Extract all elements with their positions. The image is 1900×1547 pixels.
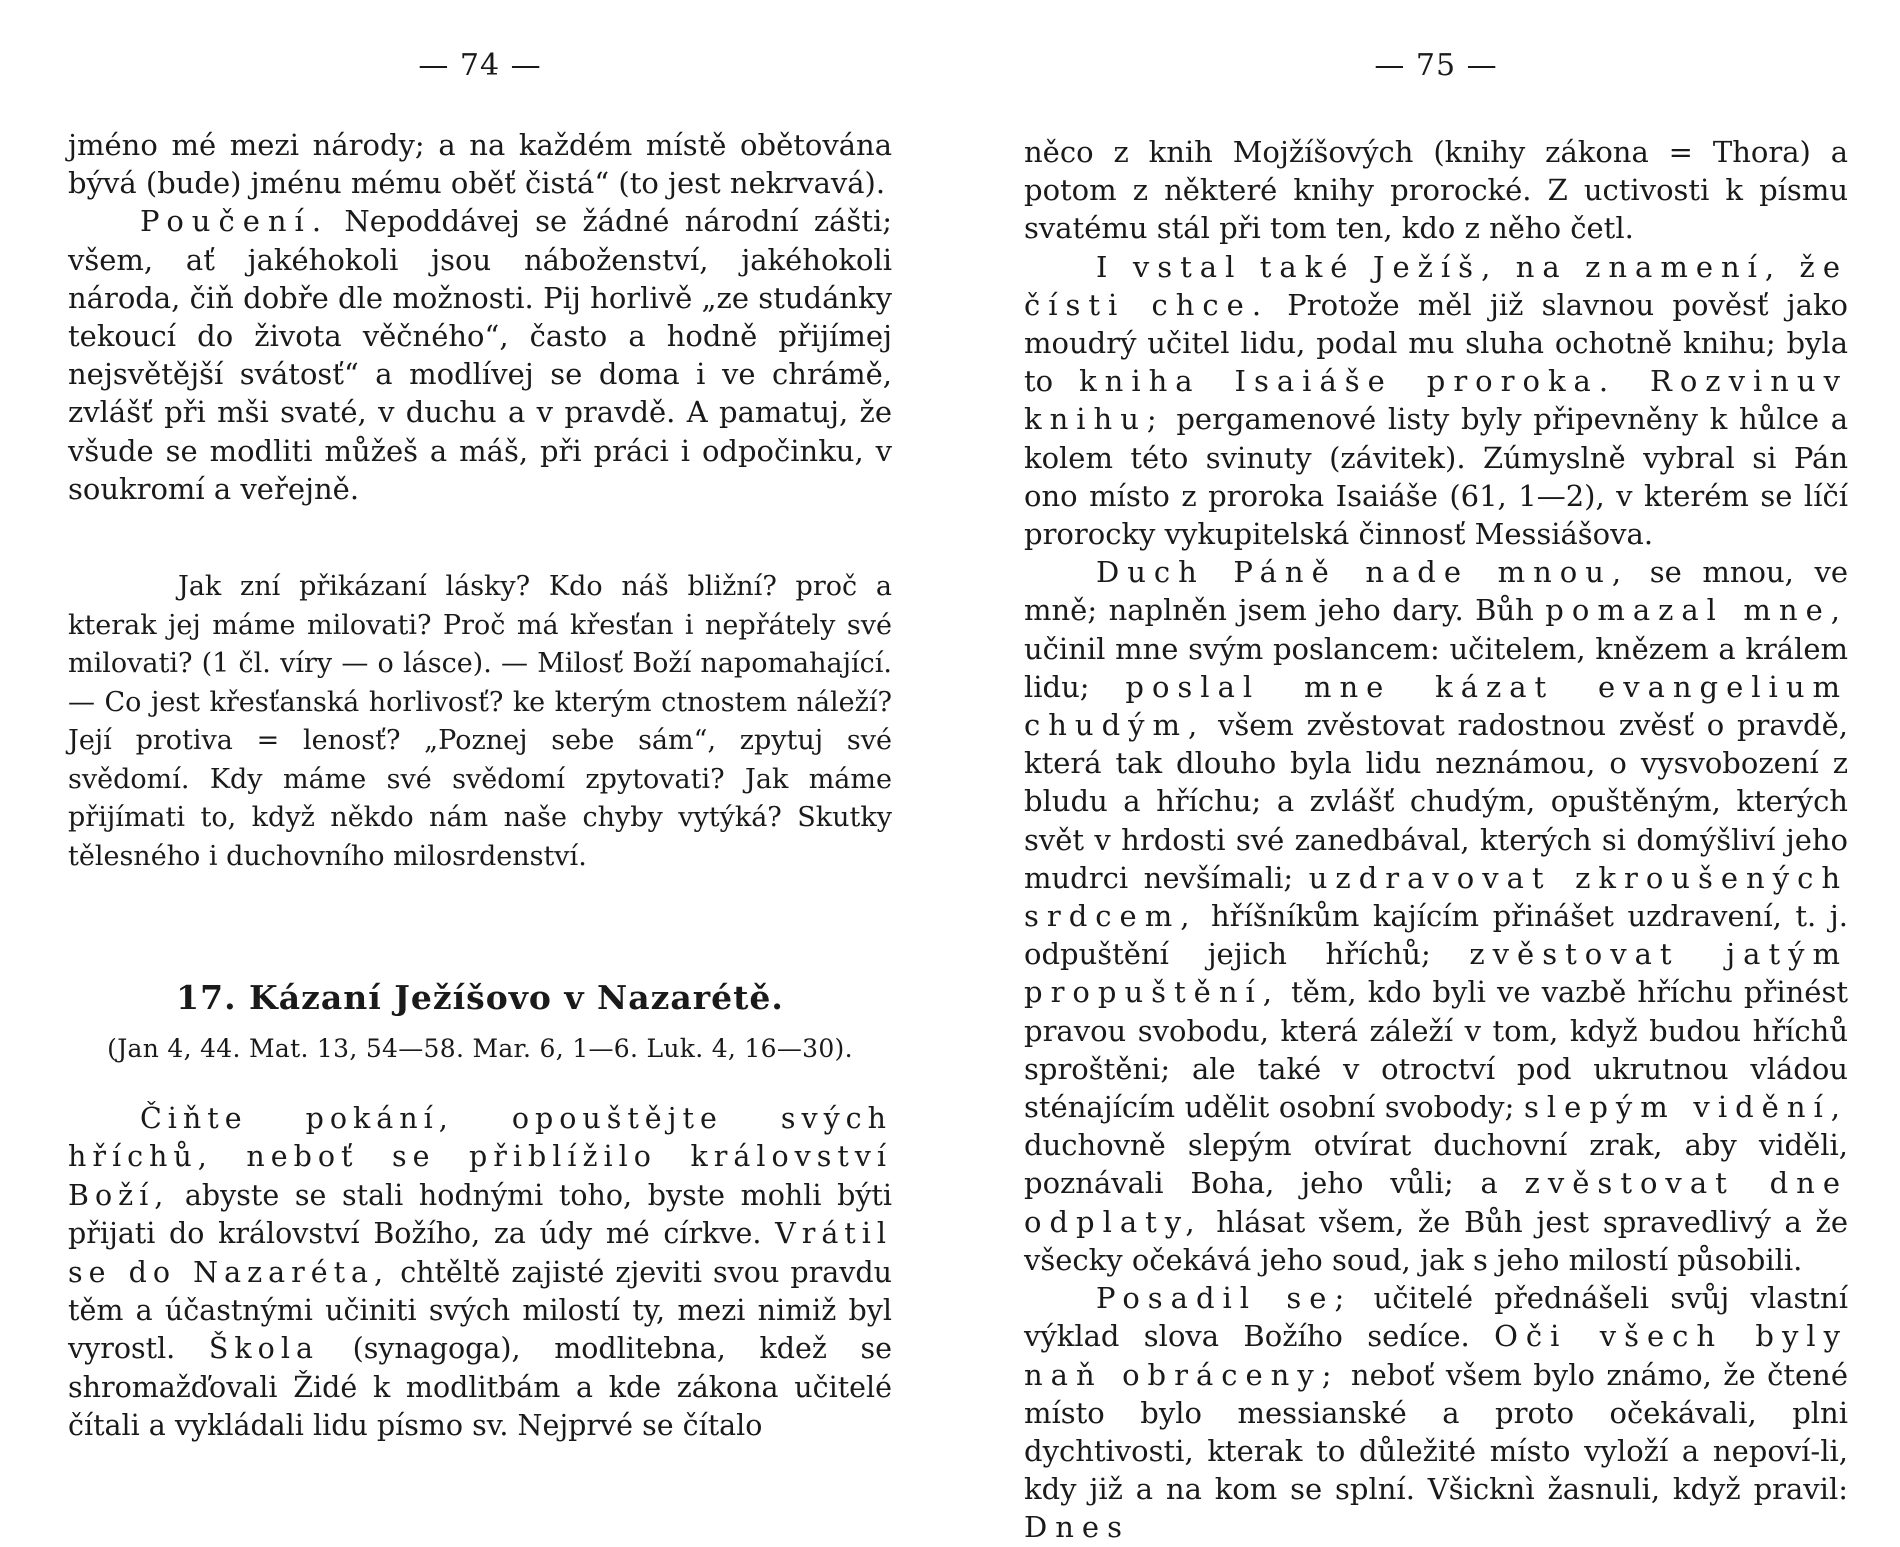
- spaced-phrase: Oči všech byly naň obráceny;: [1024, 1319, 1848, 1392]
- spaced-phrase: zvěstovat dne odplaty,: [1024, 1166, 1848, 1239]
- spaced-phrase: Posadil se;: [1096, 1281, 1353, 1316]
- chapter-opening-paragraph: [68, 1100, 892, 1446]
- paragraph-continued: jméno mé mezi národy; a na každém místě obětována bývá (bude) jménu mému oběť čistá“ (to jest nekrvavá).: [68, 128, 892, 201]
- paragraph: [1024, 248, 1848, 554]
- text-run: učitelé přednášeli svůj vlastní výklad slova Božího sedíce.: [1024, 1281, 1848, 1354]
- chapter-title: 17. Kázaní Ježíšovo v Nazarétě.: [176, 978, 784, 1017]
- text-run: všem zvěstovat radostnou zvěsť o pravdě, která tak dlouho byla lidu neznámou, o vysvobození z bludu a hříchu; a zvlášť chudým, opuštěným, kterých svět v hrdosti své zanedbával, kterých si domýšliví jeho mudrci nevšímali;: [1024, 708, 1848, 895]
- text-run: pergamenové listy byly připevněny k hůlce a kolem této svinuty (závitek). Zúmyslně vybral si Pán ono místo z proroka Isaiáše (61, 1—2), v kterém se líčí prorocky vykupitelská činnosť Messiášova.: [1024, 402, 1848, 552]
- lesson-label: Poučení.: [140, 204, 330, 239]
- spaced-phrase: Vrátil se do Nazaréta,: [68, 1217, 892, 1289]
- text-run: se mnou, ve mně; naplněn jsem jeho dary. Bůh: [1024, 555, 1848, 628]
- lesson-paragraph: [68, 202, 892, 508]
- page-number-right: — 75 —: [1374, 48, 1498, 83]
- chapter-text-run: abyste se stali hodnými toho, byste mohli býti přijati do království Božího, za údy mé církve.: [68, 1178, 892, 1251]
- spaced-phrase: uzdravovat zkroušených srdcem,: [1024, 860, 1849, 934]
- right-page: [1024, 0, 1849, 1545]
- text-run: Protože měl již slavnou pověsť jako moudrý učitel lidu, podal mu sluha ochotně knihu; byla to: [1024, 287, 1848, 399]
- spaced-phrase: Čiňte pokání, opouštějte svých hříchů, neboť se přiblížilo království Boží,: [68, 1102, 892, 1212]
- text-run: hlásat všem, že Bůh jest spravedlivý a že všecky očekává jeho soud, jak s jeho milostí působili.: [1024, 1204, 1848, 1277]
- paragraph: [1024, 1279, 1848, 1546]
- spaced-phrase: I vstal také Ježíš, na znamení, že čísti chce.: [1024, 249, 1848, 322]
- right-body-text: [1024, 133, 1848, 1547]
- spaced-phrase: Dnes: [1024, 1510, 1130, 1545]
- text-run: učinil mne svým poslancem: učitelem, knězem a králem lidu;: [1024, 631, 1848, 704]
- chapter-references: (Jan 4, 44. Mat. 13, 54—58. Mar. 6, 1—6. Luk. 4, 16—30).: [107, 1034, 853, 1063]
- chapter-text-run: chtěltě zajisté zjeviti svou pravdu těm a účastnými učiniti svých milostí ty, mezi nimiž byl vyrostl.: [68, 1255, 892, 1366]
- spaced-phrase: kniha Isaiáše proroka. Rozvinuv knihu;: [1024, 364, 1848, 437]
- text-run: hříšníkům kajícím přinášet uzdravení, t. j. odpuštění jejich hříchů;: [1024, 899, 1848, 972]
- lesson-text: Nepoddávej se žádné národní zášti; všem, ať jakéhokoli jsou náboženství, jakéhokoli národa, čiň dobře dle možnosti. Pij horlivě „ze studánky tekoucí do života věčného“, často a hodně přijímej nejsvětější svátosť“ a modlívej se doma i ve chrámě, zvlášť při mši svaté, v duchu a v pravdě. A pamatuj, že všude se modliti můžeš a máš, při práci i odpočinku, v soukromí a veřejně.: [68, 204, 892, 506]
- text-run: těm, kdo byli ve vazbě hříchu přinést pravou svobodu, která záleží v tom, když budou hříchů sproštěni; ale také v otroctví pod ukrutnou vládou sténajícím udělit osobní svobody;: [1024, 975, 1848, 1125]
- text-run: duchovně slepým otvírat duchovní zrak, aby viděli, poznávali Boha, jeho vůli; a: [1024, 1128, 1848, 1201]
- paragraph-continued: něco z knih Mojžíšových (knihy zákona = Thora) a potom z některé knihy prorocké. Z uctivosti k písmu svatému stál při tom ten, kdo z něho četl.: [1024, 135, 1848, 246]
- spaced-phrase: poslal mne kázat evangelium chudým,: [1024, 669, 1848, 743]
- chapter-text-run: (synagoga), modlitebna, kdež se shromažďovali Židé k modlitbám a kde zákona učitelé čítali a vykládali lidu písmo sv. Nejprvé se čítalo: [68, 1332, 892, 1443]
- paragraph: [1024, 553, 1848, 1279]
- spaced-phrase: Duch Páně nade mnou,: [1096, 555, 1630, 590]
- text-run: neboť všem bylo známo, že čtené místo bylo messianské a proto očekávali, plni dychtivosti, kterak to důležité místo vyloží a nepoví-li, kdy již a na kom se splní. Všicknì žasnuli, když pravil:: [1024, 1357, 1848, 1507]
- spaced-phrase: slepým vidění,: [1524, 1090, 1848, 1125]
- spaced-phrase: zvěstovat jatým propuštění,: [1024, 937, 1849, 1010]
- review-questions: Jak zní přikázaní lásky? Kdo náš bližní? proč a kterak jej máme milovati? Proč má křesťan i nepřátely své milovati? (1 čl. víry — o lásce). — Milosť Boží napomahající. — Co jest křesťanská horlivosť? ke kterým ctnostem náleží? Její protiva = lenosť? „Poznej sebe sám“, zpytuj své svědomí. Kdy máme své svědomí zpytovati? Jak máme přijímati to, když někdo nám naše chyby vytýká? Skutky tělesného i duchovního milosrdenství.: [68, 571, 892, 872]
- left-page: [68, 0, 892, 1500]
- page-number-left: — 74 —: [418, 48, 542, 83]
- spaced-phrase: pomazal mne,: [1545, 593, 1848, 628]
- left-body-text: [68, 126, 892, 508]
- spaced-phrase: Škola: [208, 1332, 319, 1366]
